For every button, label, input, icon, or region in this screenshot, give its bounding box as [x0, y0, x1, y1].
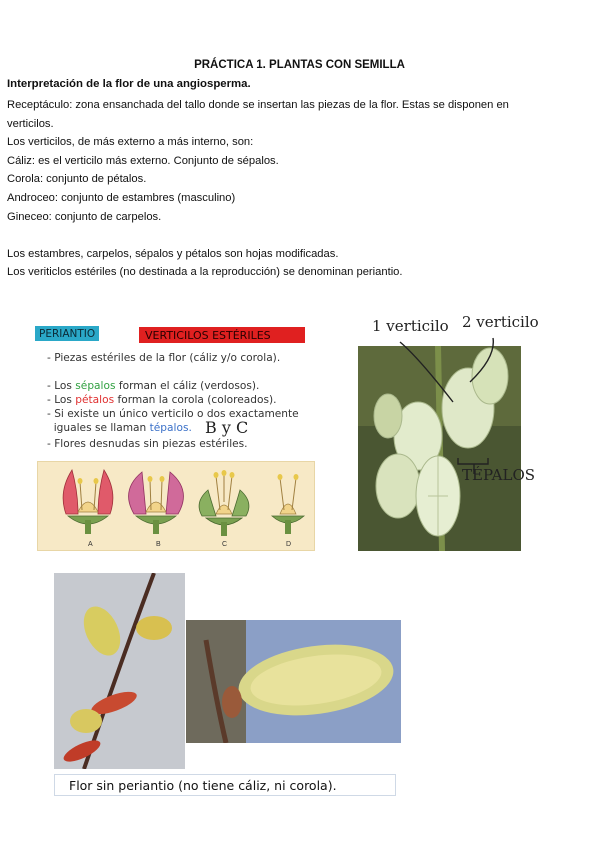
bullet-piezas-esteriles: - Piezas estériles de la flor (cáliz y/o corola).: [47, 352, 281, 364]
flower-a-illustration: [63, 470, 113, 534]
paragraph-line: Los estambres, carpelos, sépalos y pétalos son hojas modificadas.: [7, 247, 339, 260]
annotation-tepalos: TÉPALOS: [462, 466, 536, 484]
handwritten-note-byc: B y C: [205, 418, 249, 437]
bullet-tepalos: iguales se llaman tépalos.: [47, 422, 192, 434]
bullet-sepalos: - Los sépalos forman el cáliz (verdosos).: [47, 380, 260, 392]
flower-types-diagram: [37, 461, 315, 551]
body-text: [7, 96, 509, 282]
flower-c-illustration: [199, 470, 249, 536]
paragraph-line: Androceo: conjunto de estambres (masculino): [7, 191, 236, 204]
bullet-verticilo-unico: - Si existe un único verticilo o dos exactamente: [47, 408, 299, 420]
willow-catkins-photo: [54, 573, 185, 769]
section-subtitle: Interpretación de la flor de una angiosperma.: [7, 78, 251, 90]
paragraph-line: Receptáculo: zona ensanchada del tallo donde se insertan las piezas de la flor. Estas se disponen en: [7, 99, 509, 111]
flower-diagram-svg: [38, 462, 314, 550]
page-title: PRÁCTICA 1. PLANTAS CON SEMILLA: [194, 59, 405, 71]
paragraph-line: Los veriticlos estériles (no destinada a la reproducción) se denominan periantio.: [7, 266, 403, 279]
flower-b-illustration: [129, 472, 184, 534]
flower-label-b: B: [156, 541, 161, 548]
paragraph-line: Gineceo: conjunto de carpelos.: [7, 210, 162, 223]
verticilos-esteriles-heading: VERTICILOS ESTÉRILES: [139, 327, 305, 343]
willow-catkin-closeup-photo: [186, 620, 401, 743]
annotation-arrows: [358, 312, 538, 492]
flower-d-illustration: [272, 474, 304, 534]
bullet-flores-desnudas: - Flores desnudas sin piezas estériles.: [47, 438, 248, 450]
paragraph-line: Los verticilos, de más externo a más interno, son:: [7, 136, 254, 149]
caption-flor-sin-periantio: Flor sin periantio (no tiene cáliz, ni corola).: [54, 774, 396, 796]
flower-label-a: A: [88, 541, 93, 548]
paragraph-line: verticilos.: [7, 117, 54, 130]
paragraph-line: Cáliz: es el verticilo más externo. Conjunto de sépalos.: [7, 154, 279, 167]
flower-label-d: D: [286, 541, 292, 548]
annotation-verticilo-2: 2 verticilo: [462, 313, 539, 331]
flower-label-c: C: [222, 541, 228, 548]
paragraph-line: Corola: conjunto de pétalos.: [7, 173, 147, 186]
annotation-verticilo-1: 1 verticilo: [372, 317, 449, 335]
bullet-petalos: - Los pétalos forman la corola (coloreados).: [47, 394, 277, 406]
periantio-tag: PERIANTIO: [35, 326, 99, 341]
